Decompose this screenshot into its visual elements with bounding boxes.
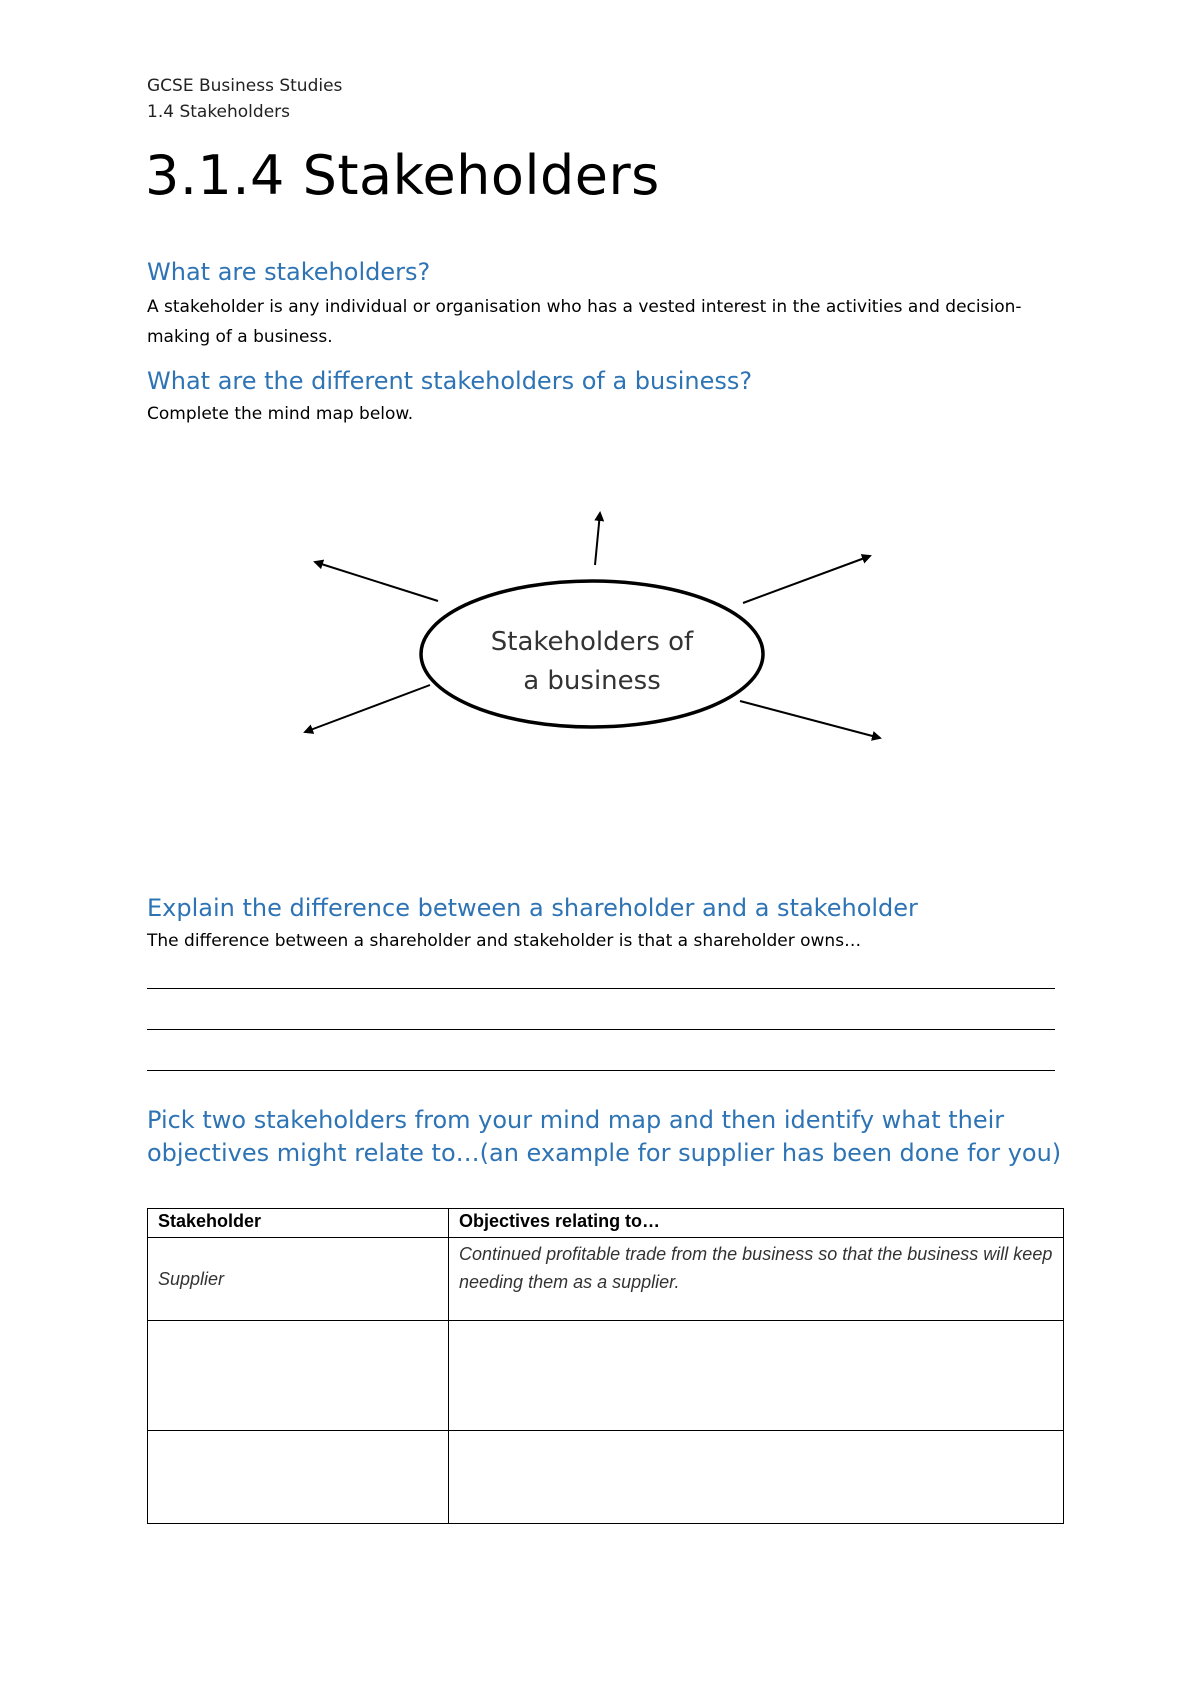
heading-pick-stakeholders: Pick two stakeholders from your mind map and then identify what their objectives might relate to…(an example for supplier has been done for you): [147, 1106, 1062, 1167]
mindmap-center-label-line1: Stakeholders of: [490, 627, 694, 657]
table-header-objectives: Objectives relating to…: [449, 1209, 1064, 1238]
table-header-row: [148, 1209, 1064, 1238]
objectives-table: [147, 1208, 1064, 1524]
explain-prompt: The difference between a shareholder and stakeholder is that a shareholder owns…: [147, 931, 862, 951]
answer-line[interactable]: [147, 1070, 1055, 1071]
table-cell-objectives[interactable]: [449, 1321, 1064, 1431]
mindmap-arrow-top: [595, 513, 600, 565]
table-cell-objectives[interactable]: [449, 1431, 1064, 1524]
heading-different-stakeholders: What are the different stakeholders of a business?: [147, 367, 753, 395]
table-cell-stakeholder[interactable]: [148, 1321, 449, 1431]
page-title: 3.1.4 Stakeholders: [145, 144, 660, 207]
table-row: [148, 1431, 1064, 1524]
mindmap-arrow-lower-left: [305, 685, 430, 732]
mindmap-arrow-upper-right: [743, 556, 870, 603]
table-header-stakeholder: Stakeholder: [148, 1209, 449, 1238]
table-row: [148, 1238, 1064, 1321]
table-row: [148, 1321, 1064, 1431]
header-topic: 1.4 Stakeholders: [147, 102, 291, 122]
mindmap-arrow-upper-left: [315, 562, 438, 601]
header-course: GCSE Business Studies: [147, 76, 343, 96]
mindmap-instruction: Complete the mind map below.: [147, 404, 414, 424]
heading-explain-difference: Explain the difference between a shareholder and a stakeholder: [147, 894, 918, 922]
table-cell-objectives: Continued profitable trade from the business so that the business will keep needing them as a supplier.: [449, 1238, 1064, 1321]
definition-text: A stakeholder is any individual or organisation who has a vested interest in the activities and decision-making of a business.: [147, 297, 1022, 347]
mindmap-diagram: [280, 505, 910, 770]
mindmap-arrow-lower-right: [740, 701, 880, 738]
answer-line[interactable]: [147, 1029, 1055, 1030]
mindmap-center-label-line2: a business: [523, 666, 661, 696]
table-cell-stakeholder: Supplier: [148, 1238, 449, 1321]
heading-what-are-stakeholders: What are stakeholders?: [147, 258, 431, 286]
answer-line[interactable]: [147, 988, 1055, 989]
table-cell-stakeholder[interactable]: [148, 1431, 449, 1524]
